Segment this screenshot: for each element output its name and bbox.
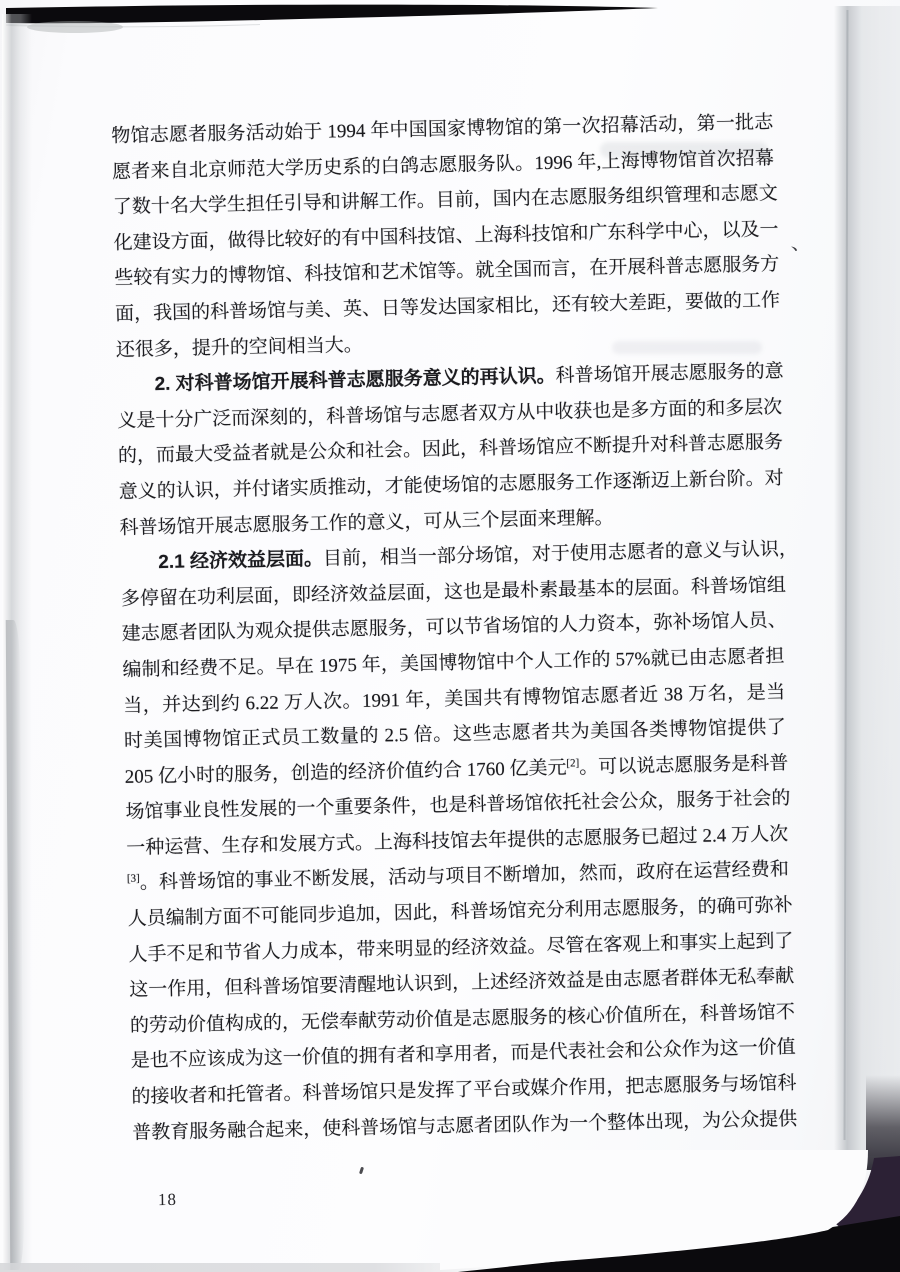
text-run: 一种运营、生存和发展方式。上海科技馆去年提供的志愿服务已超过 2.4 万人次 — [126, 823, 789, 859]
text-run: 愿者来自北京师范大学历史系的白鸽志愿服务队。1996 年,上海博物馆首次招幕 — [111, 147, 775, 183]
scan-artifact-page-curl — [440, 1150, 900, 1272]
text-run: 意义的认识，并付诸实质推动，才能使场馆的志愿服务工作逐渐迈上新台阶。对 — [118, 467, 784, 503]
page-number: 18 — [157, 1189, 178, 1210]
scan-artifact-top-band — [0, 0, 680, 40]
text-run: 还很多，提升的空间相当大。 — [115, 334, 364, 361]
page-text — [111, 105, 799, 1151]
footnote-ref: [2] — [566, 757, 580, 770]
text-run: 科普场馆开展志愿服务的意 — [555, 361, 784, 387]
text-run: 的劳动价值构成的，无偿奉献劳动价值是志愿服务的核心价值所在，科普场馆不 — [129, 1001, 796, 1037]
text-run: 这一作用，但科普场馆要清醒地认识到，上述经济效益是由志愿者群体无私奉献 — [129, 966, 795, 1002]
text-run: 的，而最大受益者就是公众和社会。因此，科普场馆应不断提升对科普志愿服务 — [117, 432, 784, 468]
text-run: 的接收者和托管者。科普场馆只是发挥了平台或媒介作用，把志愿服务与场馆科 — [131, 1072, 797, 1108]
footnote-ref: [3] — [126, 873, 140, 886]
text-run: 编制和经费不足。早在 1975 年，美国博物馆中个人工作的 57%就已由志愿者担 — [122, 645, 785, 681]
text-run: 。科普场馆的事业不断发展，活动与项目不断增加，然而，政府在运营经费和 — [139, 859, 790, 895]
text-run: 义是十分广泛而深刻的，科普场馆与志愿者双方从中收获也是多方面的和多层次 — [117, 396, 783, 432]
text-run: 人手不足和节省人力成本，带来明显的经济效益。尽管在客观上和事实上起到了 — [128, 930, 794, 966]
heading-run: 2. 对科普场馆开展科普志愿服务意义的再认识。 — [154, 365, 556, 396]
text-run: 化建设方面，做得比较好的有中国科技馆、上海科技馆和广东科学中心，以及一 — [113, 218, 779, 254]
text-run: 当，并达到约 6.22 万人次。1991 年，美国共有博物馆志愿者近 38 万名，是当 — [123, 681, 786, 717]
ink-speck — [359, 1167, 364, 1175]
text-run: 建志愿者团队为观众提供志愿服务，可以节省场馆的人力资本，弥补场馆人员、 — [121, 610, 787, 646]
stray-punctuation-mark: 、 — [789, 231, 812, 255]
text-run: 面，我国的科普场馆与美、英、日等发达国家相比，还有较大差距，要做的工作 — [114, 290, 781, 325]
text-run: 场馆事业良性发展的一个重要条件，也是科普场馆依托社会公众，服务于社会的 — [125, 788, 791, 824]
text-run: 时美国博物馆正式员工数量的 2.5 倍。这些志愿者共为美国各类博物馆提供了 — [123, 717, 787, 752]
text-run: 是也不应该成为这一价值的拥有者和享用者，而是代表社会和公众作为这一价值 — [130, 1037, 796, 1073]
text-run: 科普场馆开展志愿服务工作的意义，可从三个层面来理解。 — [119, 507, 614, 539]
text-run: 。可以说志愿服务是科普 — [579, 752, 789, 779]
text-run: 多停留在功利层面，即经济效益层面，这也是最朴素最基本的层面。科普场馆组 — [120, 574, 787, 610]
text-run: 些较有实力的博物馆、科技馆和艺术馆等。就全国而言，在开展科普志愿服务方 — [114, 254, 780, 290]
text-run: 目前，相当一部分场馆，对于使用志愿者的意义与认识， — [322, 538, 799, 570]
text-run: 了数十名大学生担任引导和讲解工作。目前，国内在志愿服务组织管理和志愿文 — [112, 183, 778, 219]
text-run: 205 亿小时的服务，创造的经济价值约合 1760 亿美元 — [124, 757, 567, 788]
text-run: 普教育服务融合起来，使科普场馆与志愿者团队作为一个整体出现，为公众提供 — [132, 1108, 798, 1144]
text-run: 物馆志愿者服务活动始于 1994 年中国国家博物馆的第一次招幕活动，第一批志 — [111, 112, 774, 147]
scan-artifact-bottom-edge — [0, 1263, 500, 1272]
scan-artifact-right-dark-strip — [866, 1075, 900, 1170]
text-run: 人员编制方面不可能同步追加，因此，科普场馆充分利用志愿服务，的确可弥补 — [127, 894, 793, 930]
heading-run: 2.1 经济效益层面。 — [158, 548, 324, 574]
